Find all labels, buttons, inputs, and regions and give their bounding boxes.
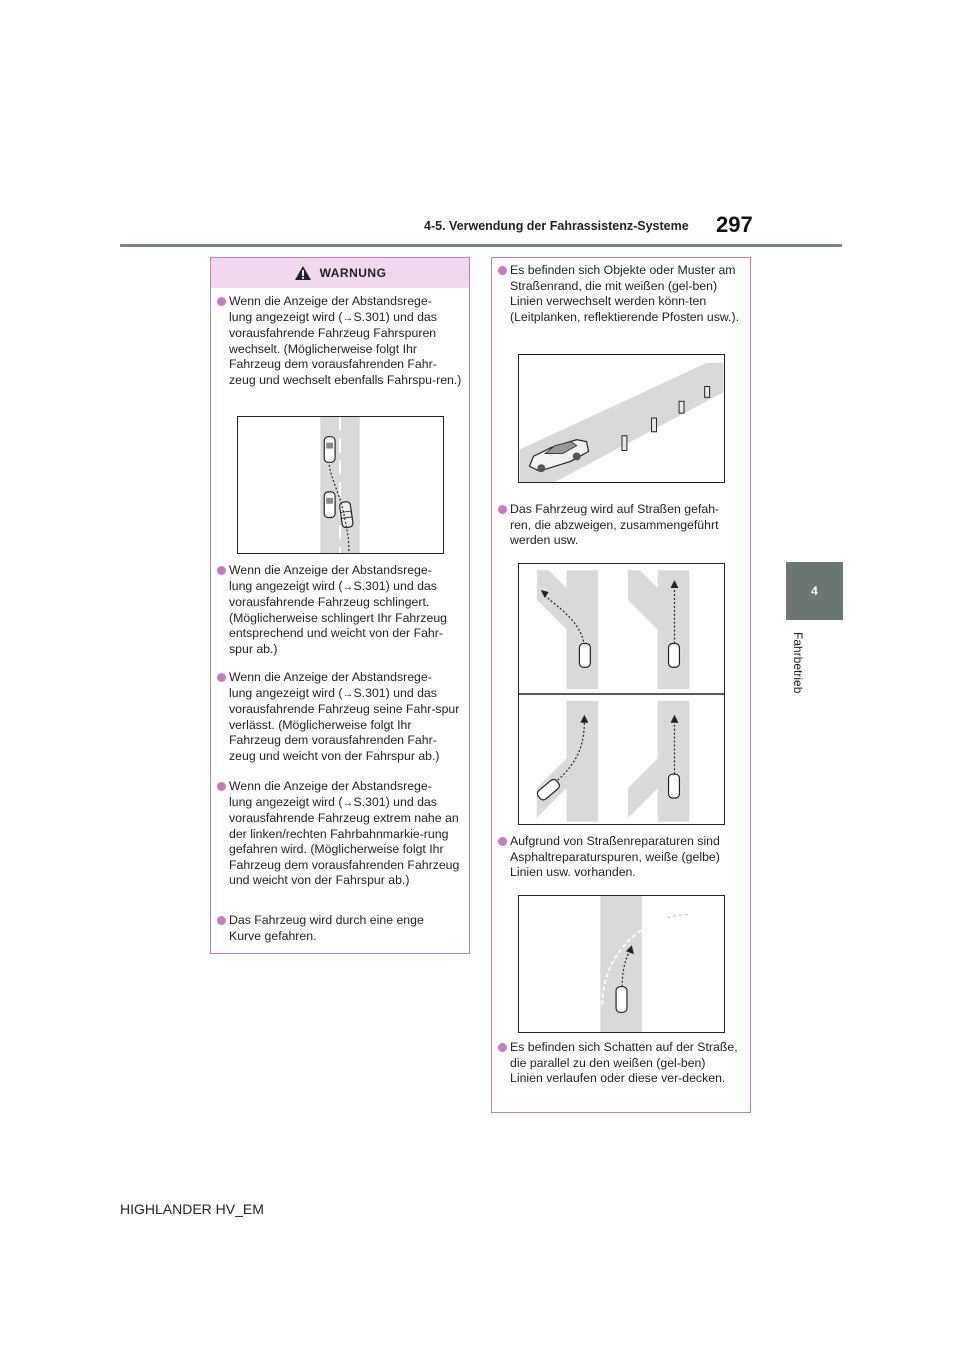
figure-repair-marks	[518, 895, 725, 1033]
arrow-right-icon: →	[342, 580, 354, 593]
footer-model: HIGHLANDER HV_EM	[120, 1201, 264, 1217]
warning-bullet	[211, 563, 463, 657]
bullet-text: lung angezeigt wird (	[229, 685, 343, 700]
warning-triangle-icon	[294, 265, 312, 281]
page-reference-link[interactable]: S.301	[353, 794, 386, 809]
bullet-text: lung angezeigt wird (	[229, 309, 343, 324]
road-branch	[628, 570, 689, 689]
bullet-text: Wenn die Anzeige der Abstandsrege-	[229, 563, 432, 577]
chapter-number: 4	[811, 584, 818, 598]
car-icon	[669, 643, 680, 667]
car-icon	[579, 643, 590, 667]
car-icon	[324, 492, 335, 518]
bullet-text: Wenn die Anzeige der Abstandsrege-	[229, 294, 432, 308]
bullet-text: Es befinden sich Schatten auf der Straße, die parallel zu den weißen (gel-ben) Linien verlaufen oder diese ver-decken.	[510, 1040, 738, 1085]
warning-box-right	[491, 257, 751, 1113]
warning-header	[211, 258, 469, 288]
bullet-text: Das Fahrzeug wird auf Straßen gefah-ren, die abzweigen, zusammengeführt werden usw.	[510, 502, 720, 547]
warning-bullet	[492, 263, 740, 325]
bullet-text: vorausfahrende Fahrzeug schlingert. (Möglicherweise schlingert Ihr Fahrzeug entsprechend und weicht von der Fahr-spur ab.)	[229, 595, 448, 656]
bullet-text: vorausfahrende Fahrzeug Fahrspuren wechselt. (Möglicherweise folgt Ihr Fahrzeug dem vorausfahrenden Fahr-zeug und wechselt ebenfalls Fahrspu-ren.)	[229, 326, 462, 387]
repair-line	[667, 915, 689, 918]
post-icon	[652, 418, 657, 432]
bullet-text: Das Fahrzeug wird durch eine enge Kurve gefahren.	[229, 913, 424, 943]
bullet-text: Es befinden sich Objekte oder Muster am Straßenrand, die mit weißen (gel-ben) Linien verwechselt werden könn-ten (Leitplanken, reflektierende Pfosten usw.).	[510, 263, 739, 324]
warning-bullet	[211, 913, 449, 944]
warning-bullet	[492, 1040, 740, 1087]
bullet-text: ) und das	[385, 578, 437, 593]
bullet-text: Wenn die Anzeige der Abstandsrege-	[229, 670, 432, 684]
page-reference-link[interactable]: S.301	[353, 578, 386, 593]
warning-bullet	[211, 294, 463, 388]
post-icon	[679, 401, 684, 413]
warning-bullet	[492, 502, 740, 549]
warning-bullet	[211, 670, 463, 764]
bullet-text: Wenn die Anzeige der Abstandsrege-	[229, 779, 432, 793]
post-icon	[705, 387, 710, 398]
warning-box-left	[210, 257, 470, 954]
page-reference-link[interactable]: S.301	[353, 309, 386, 324]
chapter-tab[interactable]	[786, 562, 843, 620]
arrow-right-icon: →	[342, 311, 354, 324]
post-icon	[622, 436, 627, 451]
bullet-text: ) und das	[385, 309, 437, 324]
warning-title: WARNUNG	[319, 266, 387, 280]
bullet-text: ) und das	[385, 685, 437, 700]
bullet-text: ) und das	[385, 794, 437, 809]
car-icon	[669, 774, 680, 798]
arrow-right-icon: →	[342, 687, 354, 700]
road-merge	[628, 701, 689, 822]
page-reference-link[interactable]: S.301	[353, 685, 386, 700]
section-title: 4-5. Verwendung der Fahrassistenz-Systeme	[424, 219, 689, 233]
road-merge	[537, 701, 598, 822]
figure-lane-change	[237, 416, 444, 554]
road-branch	[537, 570, 598, 689]
warning-bullet	[492, 834, 740, 881]
page-number: 297	[716, 212, 753, 237]
bullet-text: vorausfahrende Fahrzeug seine Fahr-spur verlässt. (Möglicherweise folgt Ihr Fahrzeug dem vorausfahrenden Fahr-zeug und weicht von der Fahrspur ab.)	[229, 702, 460, 763]
warning-bullet	[211, 779, 463, 889]
figure-roadside-posts	[518, 354, 725, 483]
bullet-text: lung angezeigt wird (	[229, 578, 343, 593]
arrow-right-icon: →	[342, 796, 354, 809]
car-icon	[324, 437, 335, 463]
bullet-text: vorausfahrende Fahrzeug extrem nahe an der linken/rechten Fahrbahnmarkie-rung gefahren wird. (Möglicherweise folgt Ihr Fahrzeug dem vorausfahrenden Fahrzeug und weicht von der Fahrspur ab.)	[229, 811, 460, 887]
chapter-label: Fahrbetrieb	[791, 632, 805, 694]
bullet-text: Aufgrund von Straßenreparaturen sind Asphaltreparaturspuren, weiße (gelbe) Linien usw. vorhanden.	[510, 834, 720, 879]
car-icon	[616, 987, 627, 1013]
header-rule	[120, 244, 842, 247]
bullet-text: lung angezeigt wird (	[229, 794, 343, 809]
figure-branching-roads	[518, 563, 725, 825]
